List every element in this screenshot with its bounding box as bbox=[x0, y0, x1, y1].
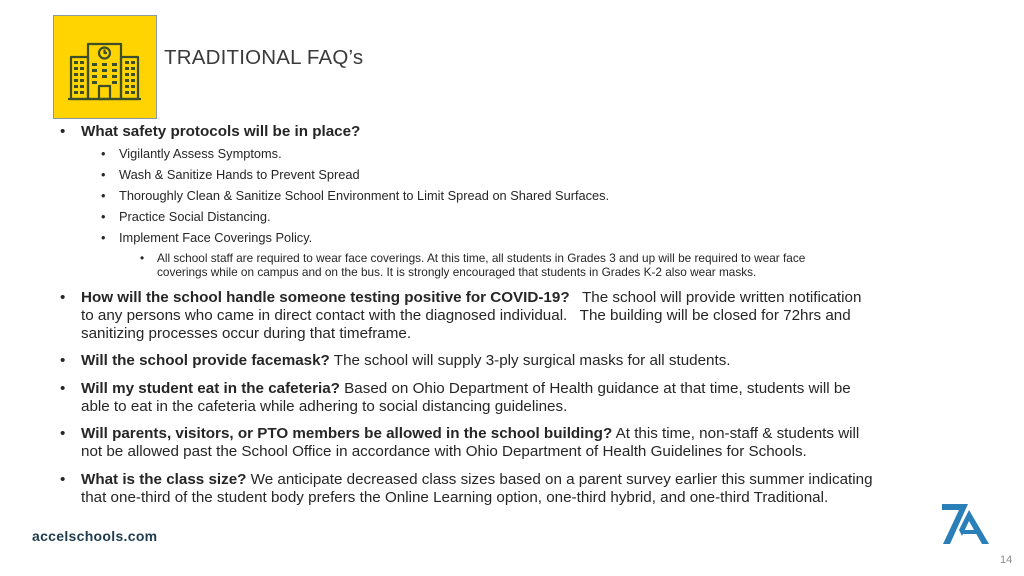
faq-item bbox=[60, 380, 941, 416]
protocol-item: Vigilantly Assess Symptoms. bbox=[119, 146, 282, 161]
protocol-item: Thoroughly Clean & Sanitize School Environment to Limit Spread on Shared Surfaces. bbox=[119, 188, 610, 203]
accel-logo-icon bbox=[940, 500, 992, 546]
protocol-item: Implement Face Coverings Policy. bbox=[119, 230, 313, 245]
faq-question: What safety protocols will be in place? bbox=[81, 123, 361, 140]
faq-item bbox=[60, 425, 941, 461]
sub-list-item bbox=[140, 251, 937, 279]
school-building-icon bbox=[54, 16, 155, 117]
faq-item bbox=[60, 352, 941, 370]
bullet: • bbox=[140, 251, 145, 265]
faq-answer: Based on Ohio Department of Health guidance at that time, students will be bbox=[339, 380, 851, 397]
bullet: • bbox=[101, 209, 106, 224]
faq-answer: We anticipate decreased class sizes based on a parent survey earlier this summer indicating bbox=[246, 471, 873, 488]
faq-question: Will parents, visitors, or PTO members be allowed in the school building? bbox=[81, 425, 613, 442]
faq-item bbox=[60, 471, 941, 507]
protocol-item: Practice Social Distancing. bbox=[119, 209, 271, 224]
bullet: • bbox=[101, 188, 106, 203]
bullet: • bbox=[60, 352, 66, 369]
faq-answer: At this time, non-staff & students will bbox=[612, 425, 860, 442]
faq-answer: The school will supply 3-ply surgical masks for all students. bbox=[329, 352, 731, 369]
header-icon-box bbox=[53, 15, 157, 119]
bullet: • bbox=[60, 289, 66, 306]
bullet: • bbox=[60, 380, 66, 397]
faq-answer: The school will provide written notification bbox=[569, 289, 862, 306]
faq-question: How will the school handle someone testing positive for COVID-19? bbox=[81, 289, 570, 306]
faq-answer-line: able to eat in the cafeteria while adhering to social distancing guidelines. bbox=[81, 398, 568, 415]
faq-item bbox=[60, 123, 941, 141]
faq-answer-line: not be allowed past the School Office in accordance with Ohio Department of Health Guidelines for Schools. bbox=[81, 443, 807, 460]
faq-answer-line: sanitizing processes occur during that timeframe. bbox=[81, 325, 412, 342]
list-item bbox=[101, 146, 919, 162]
list-item bbox=[101, 188, 919, 204]
bullet: • bbox=[60, 425, 66, 442]
faq-question: Will my student eat in the cafeteria? bbox=[81, 380, 340, 397]
list-item bbox=[101, 209, 919, 225]
faq-question: Will the school provide facemask? bbox=[81, 352, 330, 369]
faq-question: What is the class size? bbox=[81, 471, 247, 488]
page-number: 14 bbox=[1000, 554, 1013, 566]
sub-item-line: coverings while on campus and on the bus. It is strongly encouraged that students in Grades K-2 also wear masks. bbox=[157, 265, 757, 279]
list-item bbox=[101, 230, 919, 246]
page-title: TRADITIONAL FAQ’s bbox=[164, 46, 364, 69]
bullet: • bbox=[101, 230, 106, 245]
bullet: • bbox=[60, 123, 66, 140]
faq-item bbox=[60, 289, 941, 343]
bullet: • bbox=[101, 167, 106, 182]
bullet: • bbox=[101, 146, 106, 161]
faq-answer-line: that one-third of the student body prefers the Online Learning option, one-third hybrid, and one-third Traditional. bbox=[81, 489, 829, 506]
website-link[interactable]: accelschools.com bbox=[32, 528, 158, 544]
protocol-item: Wash & Sanitize Hands to Prevent Spread bbox=[119, 167, 360, 182]
sub-item-line: All school staff are required to wear face coverings. At this time, all students in Grades 3 and up will be required to wear face bbox=[157, 251, 806, 265]
bullet: • bbox=[60, 471, 66, 488]
faq-answer-line: to any persons who came in direct contact with the diagnosed individual. The building will be closed for 72hrs and bbox=[81, 307, 851, 324]
list-item bbox=[101, 167, 919, 183]
